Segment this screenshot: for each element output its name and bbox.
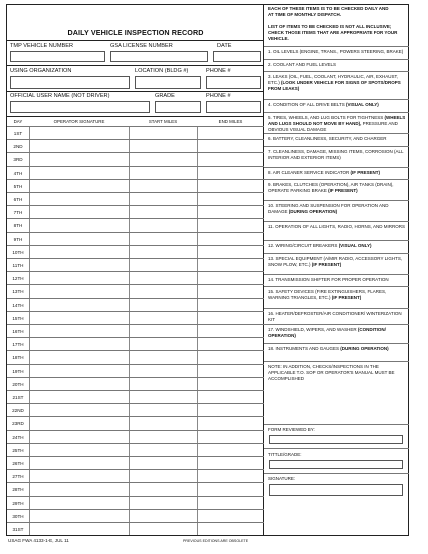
operator-signature-cell[interactable] [30,167,129,179]
start-miles-cell[interactable] [130,431,197,443]
operator-signature-cell[interactable] [30,325,129,337]
checklist-item [268,327,407,339]
day-label: 21ST [12,395,24,400]
day-row [7,311,264,324]
day-row [7,205,264,218]
operator-signature-cell[interactable] [30,497,129,509]
checklist-item-emphasis: (LOOK UNDER VEHICLE FOR SIGNS OF SPOTS/DROPS FROM LEAKS) [268,79,401,91]
day-label: 31ST [12,527,24,532]
start-miles-cell[interactable] [130,180,197,192]
left-panel [7,5,264,535]
end-miles-cell[interactable] [198,259,264,271]
checklist-item [268,311,407,323]
divider [264,274,409,275]
start-miles-cell[interactable] [130,457,197,469]
operator-signature-cell[interactable] [30,299,129,311]
day-row [7,152,264,165]
checklist-item-text: 3. LEAKS (OIL, FUEL, COOLANT, HYDRAULIC, AIR, EXHAUST, ETC.) [268,74,399,85]
checklist-item-text: NOTE: IN ADDITION, CHECKS/INSPECTIONS IN THE APPLICABLE T.O. SOP OR OPERATOR'S MANUAL MUST BE ACCOMPLISHED [268,364,395,381]
operator-signature-cell[interactable] [30,483,129,495]
day-label: 13TH [12,289,24,295]
checklist-item-text: 2. COOLANT AND FUEL LEVELS [268,62,337,67]
day-row [7,364,264,377]
end-miles-cell[interactable] [198,167,264,179]
official-user-field[interactable] [10,101,150,113]
operator-signature-column-header: OPERATOR SIGNATURE [53,119,105,124]
operator-signature-cell[interactable] [30,180,129,192]
start-miles-cell[interactable] [130,153,197,165]
operator-signature-cell[interactable] [30,457,129,469]
gsa-license-number-label: GSA LICENSE NUMBER [110,43,173,49]
start-miles-cell[interactable] [130,272,197,284]
operator-signature-cell[interactable] [30,391,129,403]
end-miles-cell[interactable] [198,431,264,443]
divider [264,343,409,344]
checklist-item-text: 1. OIL LEVELS (ENGINE, TRANS., POWERS STEERING, BRAKE) [268,49,404,54]
gsa-license-number-field[interactable] [110,51,208,62]
day-label: 12TH [12,276,24,282]
checklist-item [268,102,407,108]
day-row [7,522,264,535]
day-label: 17TH [12,342,24,348]
start-miles-cell[interactable] [130,219,197,231]
day-row [7,377,264,390]
divider [264,146,409,147]
obsolete-note: PREVIOUS EDITIONS ARE OBSOLETE [183,539,249,543]
phone-label-2: PHONE # [206,93,231,99]
operator-signature-cell[interactable] [30,470,129,482]
day-row [7,218,264,231]
start-miles-cell[interactable] [130,404,197,416]
checklist-item [268,364,407,381]
start-miles-cell[interactable] [130,497,197,509]
checklist-item-emphasis: (CONDITION/ OPERATION) [268,327,386,338]
day-label: 27TH [12,474,24,480]
end-miles-cell[interactable] [198,378,264,390]
checklist-item-emphasis: (WHEELS AND LUGS SHOULD NOT MOVE BY HAND), [268,115,406,126]
day-label: 3RD [13,157,23,163]
start-miles-cell[interactable] [130,233,197,245]
day-row [7,258,264,271]
operator-signature-cell[interactable] [30,153,129,165]
end-miles-cell[interactable] [198,510,264,522]
checklist-item-text: 15. SAFETY DEVICES (FIRE EXTINGUISHERS, FLARES, WARNING TRIANGLES, ETC.) [268,289,387,300]
end-miles-cell[interactable] [198,233,264,245]
operator-signature-cell[interactable] [30,510,129,522]
day-label: 18TH [12,355,24,361]
start-miles-cell[interactable] [130,391,197,403]
checklist-item-text: 18. INSTRUMENTS AND GAUGES [268,346,341,351]
day-row [7,271,264,284]
day-label: 24TH [12,434,24,440]
checklist-item-tail: PRESSURE AND OBVIOUS VISUAL DAMAGE [268,120,398,132]
day-label: 14TH [12,302,24,308]
start-miles-cell[interactable] [130,167,197,179]
checklist-item [268,62,407,68]
checklist-panel [264,5,409,535]
start-miles-cell[interactable] [130,246,197,258]
operator-signature-cell[interactable] [30,312,129,324]
day-label: 9TH [13,236,23,242]
start-miles-cell[interactable] [130,285,197,297]
divider [264,112,409,113]
checklist-item-text: 7. CLEANLINESS, DAMAGE, MISSING ITEMS, CORROSION (ALL INTERIOR AND EXTERIOR ITEMS) [268,149,404,160]
checklist-item-emphasis: (IF PRESENT) [328,187,358,193]
operator-signature-cell[interactable] [30,219,129,231]
checklist-item-emphasis: (IF PRESENT) [311,261,342,267]
operator-signature-cell[interactable] [30,523,129,535]
operator-signature-cell[interactable] [30,246,129,258]
divider [264,286,409,287]
operator-signature-cell[interactable] [30,417,129,429]
checklist-item-text: 5. TIRES, WHEELS, AND LUG BOLTS FOR TIGHTNESS [268,115,385,120]
operator-signature-cell[interactable] [30,351,129,363]
day-label: 28TH [12,487,24,493]
using-organization-field[interactable] [10,76,130,89]
start-miles-cell[interactable] [130,523,197,535]
end-miles-cell[interactable] [198,246,264,258]
checklist-item [268,115,407,132]
checklist-item-text: 8. AIR CLEANER SERVICE INDICATOR [268,170,351,175]
divider [264,473,409,474]
end-miles-cell[interactable] [198,285,264,297]
title-grade-label: TITTLE/GRADE: [268,452,302,457]
operator-signature-cell[interactable] [30,285,129,297]
start-miles-cell[interactable] [130,140,197,152]
divider [264,253,409,254]
day-label: 5TH [13,183,23,189]
start-miles-cell[interactable] [130,299,197,311]
phone-label: PHONE # [206,68,231,74]
day-row [7,416,264,429]
divider [264,448,409,449]
day-column-header: DAY [13,119,23,124]
tmp-vehicle-number-label: TMP VEHICLE NUMBER [10,43,73,49]
operator-signature-cell[interactable] [30,127,129,139]
checklist-item-emphasis: (VISUAL ONLY) [346,102,379,107]
divider [264,200,409,201]
day-label: 7TH [13,210,23,216]
divider [264,324,409,325]
start-miles-cell[interactable] [130,193,197,205]
day-row [7,298,264,311]
checklist-item-text: 9. BRAKES, CLUTCHES (OPERATION), AIR TANKS (DRAIN), OPERATE PARKING BRAKE [268,182,394,193]
end-miles-cell[interactable] [198,351,264,363]
operator-signature-cell[interactable] [30,444,129,456]
end-miles-cell[interactable] [198,219,264,231]
end-miles-cell[interactable] [198,180,264,192]
form-id: USAG FWA 4133-1-E, JUL 11 [8,538,69,543]
checklist-item [268,243,407,249]
day-row [7,126,264,139]
checklist-item [268,49,407,55]
end-miles-cell[interactable] [198,325,264,337]
divider [264,361,409,362]
checklist-item-text: 10. STEERING AND SUSPENSION FOR OPERATION AND DAMAGE [268,203,389,214]
day-row [7,232,264,245]
checklist-item-emphasis: (VISUAL ONLY) [338,243,372,248]
day-row [7,496,264,509]
location-field[interactable] [135,76,201,89]
operator-signature-cell[interactable] [30,431,129,443]
checklist-item-text: 13. SPECIAL EQUIPMENT (A/MIR RADIO, ACCESSORY LIGHTS, SNOW PLOW, ETC.) [268,256,403,267]
day-row [7,284,264,297]
end-miles-cell[interactable] [198,391,264,403]
day-label: 30TH [12,513,24,519]
start-miles-cell[interactable] [130,365,197,377]
day-label: 15TH [12,315,24,321]
start-miles-cell[interactable] [130,127,197,139]
divider [264,99,409,100]
checklist-item [268,224,407,230]
day-row [7,430,264,443]
operator-signature-cell[interactable] [30,206,129,218]
end-miles-cell[interactable] [198,272,264,284]
day-label: 11TH [12,263,24,268]
start-miles-cell[interactable] [130,206,197,218]
checklist-item-emphasis: (IF PRESENT) [350,170,381,175]
day-row [7,403,264,416]
phone-field[interactable] [206,76,261,89]
checklist-header-line2: AT TIME OF MONTHLY DISPATCH. [268,11,341,17]
end-miles-cell[interactable] [198,312,264,324]
day-row [7,337,264,350]
checklist-item-text: 4. CONDITION OF ALL DRIVE BELTS [268,102,347,107]
checklist-item-text: 11. OPERATION OF ALL LIGHTS, RADIO, HORNS, AND MIRRORS [268,224,405,229]
day-row [7,324,264,337]
operator-signature-cell[interactable] [30,272,129,284]
end-miles-column-header: END MILES [218,119,243,124]
day-label: 25TH [12,447,24,453]
form-reviewed-by-label: FORM REVIEWED BY: [268,427,315,432]
day-row [7,245,264,258]
divider [264,46,409,47]
end-miles-cell[interactable] [198,153,264,165]
start-miles-cell[interactable] [130,351,197,363]
end-miles-cell[interactable] [198,338,264,350]
checklist-item-emphasis: (DURING OPERATION) [288,208,338,214]
day-row [7,482,264,495]
day-label: 22ND [12,408,24,414]
start-miles-cell[interactable] [130,470,197,482]
divider [264,240,409,241]
date-label: DATE [217,43,232,49]
start-miles-cell[interactable] [130,378,197,390]
checklist-item [268,136,407,142]
checklist-item-text: 6. BATTERY, CLEANLINESS, SECURITY, AND CHARGER [268,136,387,141]
checklist-item [268,170,407,176]
checklist-item [268,277,407,283]
start-miles-cell[interactable] [130,510,197,522]
day-row [7,469,264,482]
official-user-label: OFFICIAL USER NAME (NOT DRIVER) [10,93,110,99]
day-row [7,139,264,152]
divider [264,179,409,180]
end-miles-cell[interactable] [198,193,264,205]
using-organization-label: USING ORGANIZATION [10,68,72,74]
start-miles-cell[interactable] [130,259,197,271]
end-miles-cell[interactable] [198,523,264,535]
end-miles-cell[interactable] [198,299,264,311]
divider [264,308,409,309]
day-label: 16TH [12,329,24,334]
divider [7,116,264,117]
divider [264,71,409,72]
operator-signature-cell[interactable] [30,140,129,152]
divider [264,59,409,60]
end-miles-cell[interactable] [198,444,264,456]
checklist-item-text: 14. TRANSMISSION SHIFTER FOR PROPER OPERATION [268,277,389,282]
day-label: 26TH [12,461,24,466]
checklist-item [268,256,407,268]
end-miles-cell[interactable] [198,497,264,509]
day-row [7,443,264,456]
day-row [7,456,264,469]
checklist-item [268,74,407,91]
operator-signature-cell[interactable] [30,259,129,271]
end-miles-cell[interactable] [198,404,264,416]
end-miles-cell[interactable] [198,417,264,429]
checklist-item-emphasis: (DURING OPERATION) [340,346,389,351]
divider [7,65,264,66]
checklist-header-line1: EACH OF THESE ITEMS IS TO BE CHECKED DAILY AND [268,6,389,11]
checklist-item-text: 16. HEATER/DEFROSTER/AIR CONDITIONER/ WINTERIZATION KIT [268,311,402,322]
day-label: 2ND [13,144,23,150]
day-label: 8TH [13,223,23,229]
checklist-item [268,182,407,194]
day-label: 4TH [13,170,23,176]
end-miles-cell[interactable] [198,140,264,152]
operator-signature-cell[interactable] [30,338,129,350]
operator-signature-cell[interactable] [30,193,129,205]
checklist-item [268,203,407,215]
start-miles-cell[interactable] [130,325,197,337]
end-miles-cell[interactable] [198,457,264,469]
start-miles-cell[interactable] [130,417,197,429]
day-row [7,192,264,205]
operator-signature-cell[interactable] [30,404,129,416]
end-miles-cell[interactable] [198,470,264,482]
end-miles-cell[interactable] [198,206,264,218]
start-miles-cell[interactable] [130,312,197,324]
divider [264,221,409,222]
checklist-item [268,149,407,161]
grade-field[interactable] [155,101,201,113]
start-miles-cell[interactable] [130,483,197,495]
day-label: 19TH [12,368,24,374]
phone-field-2[interactable] [206,101,261,113]
start-miles-cell[interactable] [130,444,197,456]
divider [264,167,409,168]
checklist-item [268,346,407,352]
grade-label: GRADE [155,93,175,99]
start-miles-column-header: START MILES [148,119,178,124]
day-row [7,166,264,179]
day-row [7,390,264,403]
day-label: 6TH [13,197,23,202]
operator-signature-cell[interactable] [30,365,129,377]
operator-signature-cell[interactable] [30,233,129,245]
day-label: 23RD [12,421,24,427]
day-row [7,179,264,192]
signature-field[interactable] [269,484,403,496]
checklist-item-text: 12. WIRING/CIRCUIT BREAKERS [268,243,339,248]
checklist-header [268,6,407,18]
divider [264,424,409,425]
checklist-item-text: 17. WINDSHIELD, WIPERS, AND WASHER [268,327,358,332]
day-label: 20TH [12,381,24,387]
form-title: DAILY VEHICLE INSPECTION RECORD [7,5,264,41]
end-miles-cell[interactable] [198,127,264,139]
date-field[interactable] [213,51,261,62]
operator-signature-cell[interactable] [30,378,129,390]
day-label: 29TH [12,500,24,506]
location-label: LOCATION (BLDG #) [135,68,189,74]
end-miles-cell[interactable] [198,483,264,495]
day-label: 10TH [12,249,24,255]
divider [7,91,264,92]
day-row [7,350,264,363]
checklist-intro: LIST OF ITEMS TO BE CHECKED IS NOT ALL INCLUSIVE; CHECK THOSE ITEMS THAT ARE APPROPRIATE FOR YOUR VEHICLE. [268,24,398,41]
checklist-item [268,289,407,301]
end-miles-cell[interactable] [198,365,264,377]
day-row [7,509,264,522]
divider [264,133,409,134]
day-label: 1ST [13,131,23,136]
title-grade-field[interactable] [269,460,403,469]
checklist-item-emphasis: (IF PRESENT) [331,294,362,300]
form-reviewed-by-field[interactable] [269,435,403,444]
tmp-vehicle-number-field[interactable] [10,51,105,62]
signature-label: SIGNATURE: [268,476,296,481]
start-miles-cell[interactable] [130,338,197,350]
inspection-form [6,4,409,536]
